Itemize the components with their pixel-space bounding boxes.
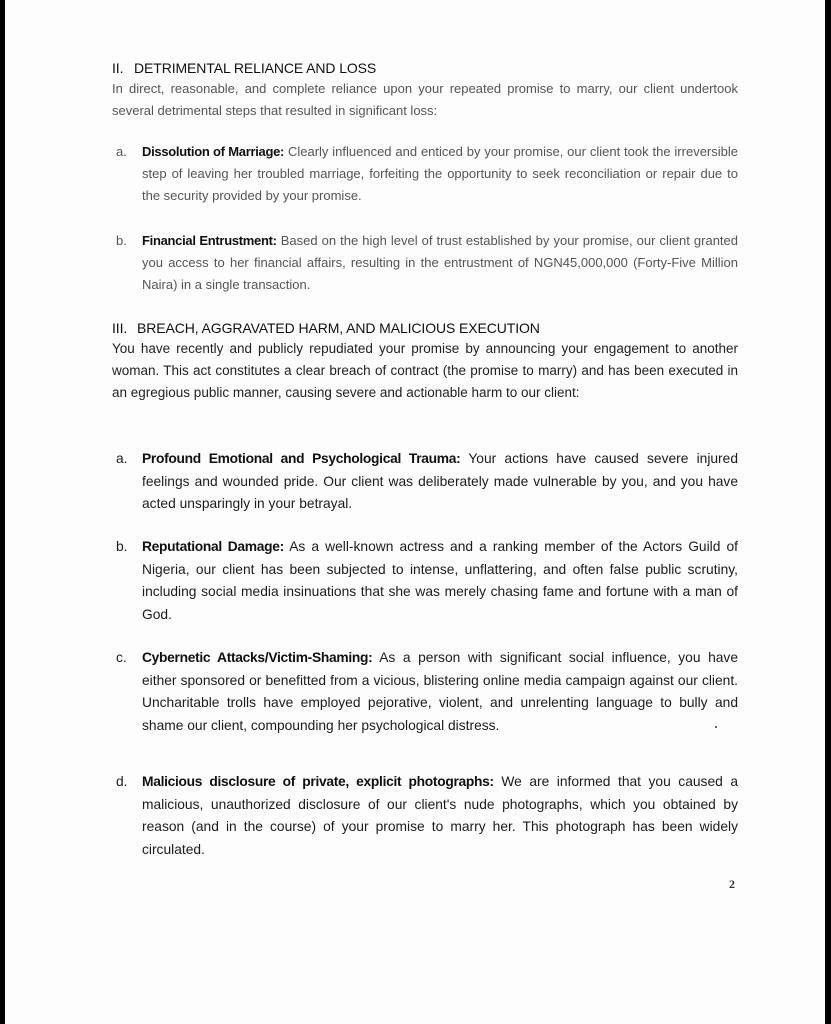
section-iii bbox=[112, 318, 738, 404]
section-title: DETRIMENTAL RELIANCE AND LOSS bbox=[134, 60, 377, 76]
item-lead: Reputational Damage: bbox=[142, 539, 284, 554]
item-text: As a well-known actress and a ranking member of the Actors Guild of Nigeria, our client has been subjected to intense, unflattering, and often false public scrutiny, including social media insinuations that she was merely chasing fame and fortune with a man of God. bbox=[142, 539, 738, 622]
item-text: Your actions have caused severe injured feelings and wounded pride. Our client was deliberately made vulnerable by you, and you have acted unsparingly in your betrayal. bbox=[142, 451, 739, 511]
list-marker: b. bbox=[116, 539, 128, 554]
list-marker: a. bbox=[116, 144, 127, 159]
document-page bbox=[5, 0, 825, 1024]
item-lead: Cybernetic Attacks/Victim-Shaming: bbox=[142, 650, 373, 665]
list-marker: d. bbox=[116, 774, 128, 789]
section-heading bbox=[112, 318, 738, 338]
section-heading bbox=[112, 58, 738, 78]
list-item-cybernetic-attacks bbox=[112, 647, 738, 737]
item-text: Clearly influenced and enticed by your promise, our client took the irreversible step of leaving her troubled marriage, forfeiting the opportunity to seek reconciliation or repair due to the security provided by your promise. bbox=[142, 144, 738, 203]
list-item-malicious-disclosure bbox=[112, 771, 738, 861]
item-lead: Financial Entrustment: bbox=[142, 233, 277, 248]
item-lead: Profound Emotional and Psychological Trauma: bbox=[142, 451, 461, 466]
item-text: We are informed that you caused a malicious, unauthorized disclosure of our client's nude photographs, which you obtained by reason (and in the course) of your promise to marry her. This photograph has been widely circulated. bbox=[142, 774, 738, 857]
list-marker: c. bbox=[116, 650, 127, 665]
list-item-dissolution-of-marriage bbox=[112, 141, 738, 207]
section-number: III. bbox=[112, 320, 128, 336]
list-marker: b. bbox=[116, 233, 127, 248]
list-marker: a. bbox=[116, 451, 128, 466]
list-item-reputational-damage bbox=[112, 536, 738, 626]
section-number: II. bbox=[112, 60, 124, 76]
item-text: As a person with significant social influence, you have either sponsored or benefitted from a vicious, blistering online media campaign against our client. Uncharitable trolls have employed pejorative, violent, and unrelenting language to bully and shame our client, compounding her psychological distress. bbox=[142, 650, 738, 733]
item-text: Based on the high level of trust established by your promise, our client granted you access to her financial affairs, resulting in the entrustment of NGN45,000,000 (Forty-Five Million Naira) in a single transaction. bbox=[142, 233, 738, 292]
section-intro: You have recently and publicly repudiated your promise by announcing your engagement to another woman. This act constitutes a clear breach of contract (the promise to marry) and has been executed in an egregious public manner, causing severe and actionable harm to our client: bbox=[112, 341, 738, 400]
section-intro: In direct, reasonable, and complete reliance upon your repeated promise to marry, our client undertook several detrimental steps that resulted in significant loss: bbox=[112, 81, 738, 118]
section-title: BREACH, AGGRAVATED HARM, AND MALICIOUS EXECUTION bbox=[137, 320, 540, 336]
list-item-emotional-trauma bbox=[112, 448, 738, 516]
item-lead: Malicious disclosure of private, explicit photographs: bbox=[142, 774, 494, 789]
section-ii bbox=[112, 58, 738, 121]
page-number: 2 bbox=[729, 877, 735, 891]
list-item-financial-entrustment bbox=[112, 230, 738, 296]
scan-speck bbox=[715, 726, 717, 728]
item-lead: Dissolution of Marriage: bbox=[142, 144, 285, 159]
